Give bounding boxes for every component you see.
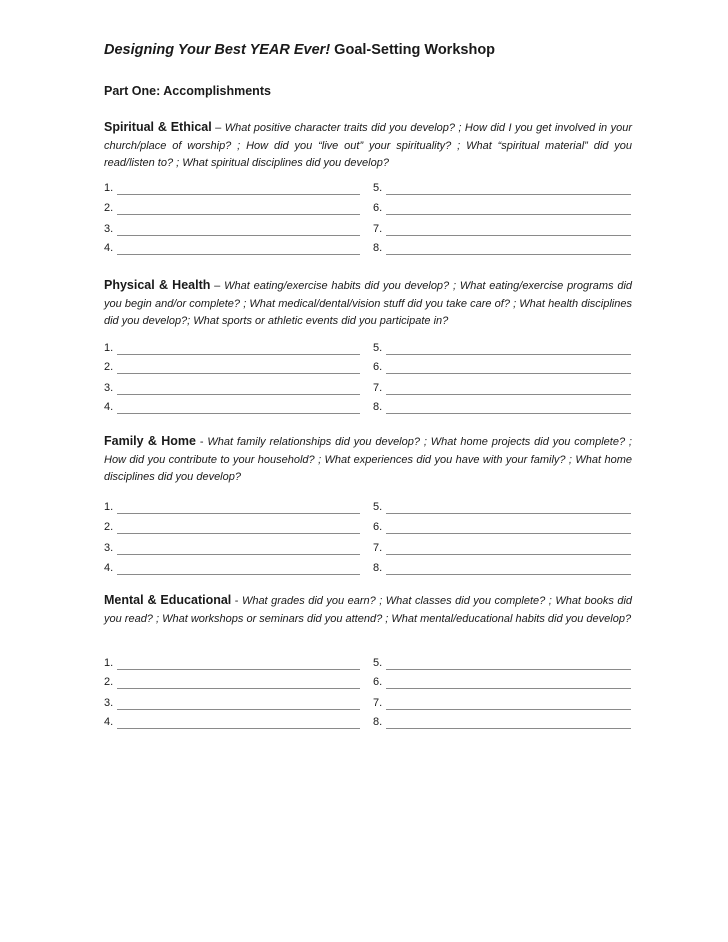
blank-rule (386, 533, 631, 534)
line-number: 1. (104, 501, 114, 513)
answer-row (104, 561, 632, 579)
blank-rule (117, 728, 360, 729)
answer-line[interactable] (373, 181, 631, 199)
line-number: 4. (104, 242, 114, 254)
line-number: 1. (104, 182, 114, 194)
line-number: 6. (373, 521, 383, 533)
blank-rule (117, 394, 360, 395)
line-number: 6. (373, 676, 383, 688)
line-number: 2. (104, 521, 114, 533)
line-number: 7. (373, 542, 383, 554)
answer-line[interactable] (373, 400, 631, 418)
answer-line[interactable] (104, 400, 360, 418)
section-prompt (104, 277, 632, 331)
section-family-home (104, 433, 632, 574)
answer-line[interactable] (104, 241, 360, 259)
answer-line[interactable] (373, 561, 631, 579)
answer-row (104, 520, 632, 538)
answer-line[interactable] (104, 360, 360, 378)
title-italic: Designing Your Best YEAR Ever! (104, 42, 331, 58)
blank-rule (386, 554, 631, 555)
answer-line[interactable] (373, 541, 631, 559)
answer-line[interactable] (104, 656, 360, 674)
line-number: 5. (373, 501, 383, 513)
section-questions: What positive character traits did you develop? ; How did I you get involved in your church/place of worship? ; How did you “live out” your spirituality? ; What “spiritual material” did you read/listen to? ; What spiritual disciplines did you develop? (104, 122, 633, 169)
blank-rule (117, 533, 360, 534)
section-heading: Physical & Health (104, 278, 211, 292)
section-separator: - (231, 595, 242, 607)
line-number: 4. (104, 562, 114, 574)
blank-rule (117, 574, 360, 575)
answer-row (104, 715, 632, 733)
line-number: 3. (104, 223, 114, 235)
section-prompt (104, 119, 632, 173)
answer-line[interactable] (104, 500, 360, 518)
section-heading: Spiritual & Ethical (104, 120, 212, 134)
answer-line[interactable] (104, 675, 360, 693)
blank-rule (386, 669, 631, 670)
line-number: 2. (104, 361, 114, 373)
blank-rule (117, 669, 360, 670)
blank-rule (386, 394, 631, 395)
section-separator: – (211, 122, 225, 134)
section-physical-health (104, 277, 633, 413)
answer-row (104, 341, 632, 359)
answer-line[interactable] (373, 656, 631, 674)
answer-line[interactable] (373, 360, 631, 378)
answer-row (104, 675, 632, 693)
blank-rule (117, 235, 360, 236)
answer-line[interactable] (104, 222, 360, 240)
line-number: 7. (373, 382, 383, 394)
answer-line[interactable] (104, 715, 360, 733)
answer-row (104, 222, 632, 240)
line-number: 1. (104, 342, 114, 354)
blank-rule (386, 235, 631, 236)
section-heading: Mental & Educational (104, 593, 232, 607)
blank-rule (386, 354, 631, 355)
line-number: 7. (373, 223, 383, 235)
blank-rule (117, 413, 360, 414)
blank-rule (117, 688, 360, 689)
blank-rule (386, 194, 631, 195)
blank-rule (386, 254, 631, 255)
title-rest: Goal-Setting Workshop (330, 42, 496, 58)
answer-line[interactable] (373, 696, 631, 714)
answer-row (104, 541, 632, 559)
line-number: 8. (373, 401, 383, 413)
answer-row (104, 381, 632, 399)
section-spiritual-ethical (104, 119, 633, 254)
blank-rule (117, 354, 360, 355)
line-number: 4. (104, 401, 114, 413)
part-heading: Part One: Accomplishments (104, 84, 271, 98)
answer-line[interactable] (373, 500, 631, 518)
section-heading: Family & Home (104, 434, 196, 448)
answer-row (104, 181, 632, 199)
answer-line[interactable] (373, 222, 631, 240)
line-number: 5. (373, 182, 383, 194)
answer-row (104, 201, 632, 219)
line-number: 8. (373, 242, 383, 254)
line-number: 3. (104, 697, 114, 709)
answer-row (104, 241, 632, 259)
blank-rule (117, 194, 360, 195)
blank-rule (386, 688, 631, 689)
answer-row (104, 360, 632, 378)
answer-line[interactable] (104, 341, 360, 359)
answer-line[interactable] (104, 561, 360, 579)
answer-line[interactable] (104, 181, 360, 199)
line-number: 6. (373, 361, 383, 373)
line-number: 3. (104, 542, 114, 554)
section-mental-educational (104, 592, 633, 728)
blank-rule (386, 574, 631, 575)
blank-rule (117, 373, 360, 374)
blank-rule (386, 214, 631, 215)
answer-row (104, 656, 632, 674)
line-number: 2. (104, 676, 114, 688)
line-number: 2. (104, 202, 114, 214)
line-number: 4. (104, 716, 114, 728)
blank-rule (117, 513, 360, 514)
line-number: 5. (373, 657, 383, 669)
answer-line[interactable] (373, 341, 631, 359)
blank-rule (386, 709, 631, 710)
section-questions: What eating/exercise habits did you develop? ; What eating/exercise programs did you begin and/or complete? ; What medical/dental/vision stuff did you take care of? ; What health disciplines did you develop?; What sports or athletic events did you participate in? (104, 280, 633, 327)
answer-line[interactable] (104, 520, 360, 538)
blank-rule (386, 413, 631, 414)
page-title (104, 42, 495, 58)
answer-row (104, 400, 632, 418)
line-number: 6. (373, 202, 383, 214)
section-separator: – (210, 280, 225, 292)
answer-row (104, 500, 632, 518)
line-number: 8. (373, 716, 383, 728)
answer-line[interactable] (373, 520, 631, 538)
blank-rule (386, 373, 631, 374)
answer-line[interactable] (104, 201, 360, 219)
blank-rule (386, 728, 631, 729)
line-number: 8. (373, 562, 383, 574)
section-questions: What family relationships did you develop? ; What home projects did you complete? ; How did you contribute to your household? ; What experiences did you have with your family? ; What home disciplines did you develop? (104, 436, 632, 483)
answer-line[interactable] (373, 381, 631, 399)
answer-line[interactable] (104, 381, 360, 399)
answer-line[interactable] (373, 675, 631, 693)
line-number: 7. (373, 697, 383, 709)
section-prompt (104, 592, 632, 628)
answer-line[interactable] (373, 241, 631, 259)
blank-rule (386, 513, 631, 514)
answer-line[interactable] (373, 715, 631, 733)
answer-line[interactable] (104, 541, 360, 559)
line-number: 1. (104, 657, 114, 669)
section-questions: What grades did you earn? ; What classes did you complete? ; What books did you read? ; What workshops or seminars did you attend? ; What mental/educational habits did you develop? (104, 595, 633, 625)
blank-rule (117, 254, 360, 255)
line-number: 5. (373, 342, 383, 354)
answer-line[interactable] (373, 201, 631, 219)
answer-line[interactable] (104, 696, 360, 714)
blank-rule (117, 554, 360, 555)
section-separator: - (195, 436, 208, 448)
section-prompt (104, 433, 632, 487)
blank-rule (117, 214, 360, 215)
blank-rule (117, 709, 360, 710)
answer-row (104, 696, 632, 714)
line-number: 3. (104, 382, 114, 394)
